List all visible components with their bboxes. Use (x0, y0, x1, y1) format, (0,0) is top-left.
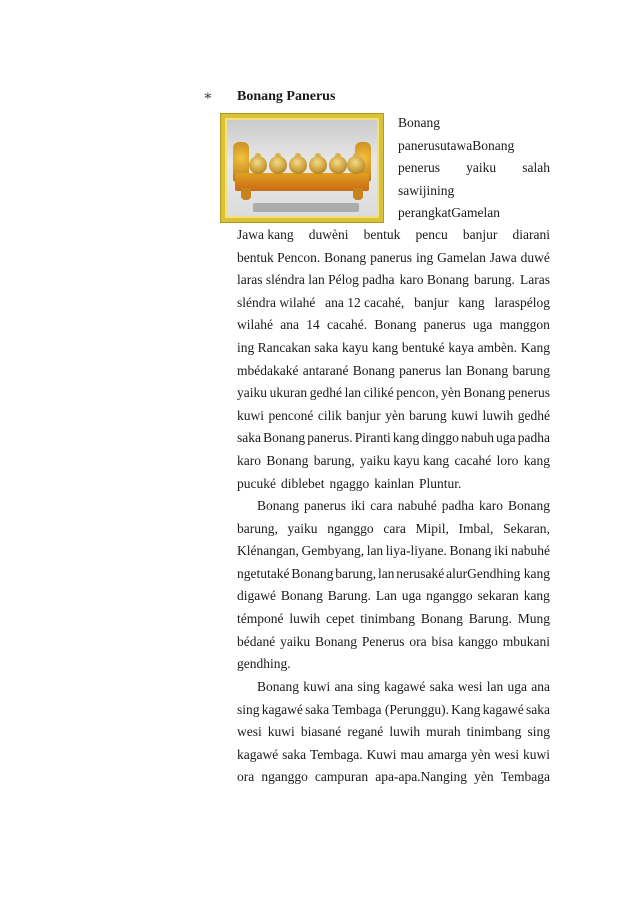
word: regané (347, 724, 384, 740)
word: mbukani (502, 633, 550, 649)
word: yaiku (280, 633, 311, 649)
text-line (237, 271, 550, 294)
word: Jawa (489, 249, 517, 265)
paragraph-1 (237, 226, 550, 497)
word: Kuwi (366, 746, 397, 762)
word: ing Rancakan saka (237, 339, 339, 355)
word: Bonang (324, 249, 367, 265)
word: antarané (302, 362, 349, 378)
word: lan (377, 565, 395, 581)
text-line (237, 316, 550, 339)
word: 14 (306, 317, 320, 333)
word: cepet (325, 610, 355, 626)
word: penconé (268, 407, 314, 423)
word: Piranti (354, 430, 391, 446)
word: wesi (457, 679, 483, 694)
word: Bonang (266, 452, 309, 468)
word: Laras (520, 272, 550, 288)
word: tinimbang (360, 610, 416, 626)
text-line (237, 723, 550, 746)
word: pucuké (237, 475, 276, 491)
word: lan (344, 385, 362, 401)
frame-leg (353, 188, 363, 200)
word: gendhing. (237, 656, 291, 672)
word: kuwi (267, 724, 295, 740)
text-line (237, 339, 550, 362)
word: kagawé (482, 701, 524, 717)
text-line (237, 678, 550, 701)
word: barung. (474, 272, 515, 288)
word: penerus (398, 160, 440, 175)
word: Kang (520, 339, 550, 355)
word: Gembyang, (301, 543, 365, 559)
word: manggon (499, 317, 550, 333)
word: pencon, (396, 385, 439, 401)
word: alurGendhing kang (446, 565, 550, 581)
word: barung, (313, 452, 355, 468)
word: kagawé (237, 746, 279, 762)
word: yèn (474, 769, 494, 785)
word: ana 12 cacahé, (325, 294, 405, 310)
word: penerus (507, 385, 550, 401)
word: sing (237, 701, 260, 717)
word: Barung. (468, 610, 512, 626)
image-caption-watermark (253, 203, 359, 212)
word: kang (458, 294, 485, 310)
text-line (237, 362, 550, 385)
word: cara (370, 498, 393, 513)
word: Imbal, (458, 520, 494, 536)
word: ukuran (269, 385, 308, 401)
word: uga (401, 588, 422, 604)
word: Pluntur. (418, 475, 462, 491)
word: ing (415, 249, 434, 265)
word: ciliké (363, 385, 394, 401)
word: banjur (462, 227, 498, 242)
word: dinggo (421, 430, 459, 446)
word: iki (350, 498, 366, 513)
word: sekaran (477, 588, 519, 604)
word: campuran (314, 769, 369, 785)
word: apa-apa.Nanging (375, 769, 468, 785)
text-line (237, 384, 550, 407)
word: uga (496, 430, 516, 446)
word: Mipil, (415, 520, 449, 536)
word: kainlan (374, 475, 414, 491)
word: wesi (237, 724, 262, 740)
word: kuwi (237, 407, 264, 423)
section-heading: Bonang Panerus (237, 89, 336, 104)
word: sing (357, 679, 380, 694)
word: murah (426, 724, 461, 740)
word: padha (517, 430, 550, 446)
text-line (237, 497, 550, 520)
word: sléndra wilahé (237, 294, 316, 310)
word: kayu (341, 339, 369, 355)
word: Sekaran, (503, 520, 550, 536)
pencon-pot (249, 156, 267, 174)
word: padha (441, 498, 474, 513)
word: karo (478, 498, 503, 513)
word: Tembaga. (310, 746, 363, 762)
word: saka Tembaga (Perunggu). (305, 701, 449, 717)
word: saka (525, 701, 550, 717)
side-text-line: perangkatGamelan (398, 205, 500, 220)
word: lan (366, 543, 384, 559)
word: luwih (482, 407, 514, 423)
word: bisa (431, 633, 454, 649)
word: panerus. (307, 430, 353, 446)
word: nganggo (327, 520, 374, 536)
word: duwèni (308, 227, 349, 242)
word: ngaggo (329, 475, 370, 491)
word: yèn (385, 407, 405, 423)
word: barung, (237, 520, 278, 536)
word: kang (523, 452, 550, 468)
bonang-panerus-image (221, 114, 383, 222)
word: diblebet (280, 475, 325, 491)
word: tinimbang (466, 724, 522, 740)
word: amarga (427, 746, 468, 762)
text-line (237, 655, 550, 678)
word: yaiku kayu kang (359, 452, 450, 468)
word: Bonang (374, 317, 417, 333)
text-line (237, 610, 550, 633)
word: karo (237, 452, 261, 468)
text-line (237, 746, 550, 769)
text-line (237, 294, 550, 317)
word: banjur (346, 407, 381, 423)
word: uga (472, 317, 493, 333)
text-line (237, 542, 550, 565)
word: lan (445, 362, 462, 378)
word: Lan (375, 588, 397, 604)
word: Bonang (257, 498, 299, 513)
word: kuwi (303, 679, 331, 694)
paragraph-2 (237, 497, 550, 678)
word: ana (334, 679, 354, 694)
text-line (237, 701, 550, 724)
text-line (237, 565, 550, 588)
word: cilik (317, 407, 342, 423)
word: Gamelan (437, 249, 486, 265)
word: Bonang (463, 385, 506, 401)
word: wilahé (237, 317, 273, 333)
word: yèn (470, 746, 491, 762)
word: kagawé (384, 679, 426, 694)
word: Bonang (257, 679, 299, 694)
side-text-line: Bonang (398, 115, 440, 130)
frame-leg (241, 188, 251, 200)
word: kanggo (458, 633, 498, 649)
word: yaiku (466, 160, 497, 175)
word: Barung. (327, 588, 371, 604)
word: banjur (414, 294, 449, 310)
word: Tembaga (500, 769, 550, 785)
word: uga (507, 679, 527, 694)
word: panerus (370, 249, 413, 265)
word: luwih (289, 610, 321, 626)
word: nganggo (426, 588, 473, 604)
word: duwé (520, 249, 550, 265)
word: cara (383, 520, 406, 536)
word: kaya (448, 339, 474, 355)
text-line (237, 768, 550, 791)
word: lan (486, 679, 504, 694)
word: laraspélog (494, 294, 550, 310)
word: Jawa kang (237, 227, 294, 242)
side-text-line (398, 159, 550, 177)
word: iki (494, 543, 509, 559)
pencon-pot (309, 156, 327, 174)
word: bentuk (363, 227, 401, 242)
word: biasané (300, 724, 342, 740)
word: Bonang (466, 362, 509, 378)
word: liya-liyane. (385, 543, 447, 559)
word: témponé (237, 610, 284, 626)
word: ana (280, 317, 299, 333)
text-line (237, 452, 550, 475)
word: karo Bonang (399, 272, 469, 288)
word: Bonang (263, 430, 306, 446)
word: kang (523, 588, 550, 604)
word: Bonang (352, 362, 395, 378)
word: panerus (399, 362, 442, 378)
pencon-pot (289, 156, 307, 174)
word: kuwi (523, 746, 550, 762)
word: gedhé (517, 407, 550, 423)
word: kang (392, 430, 420, 446)
gamelan-illustration (225, 118, 379, 218)
word: cacahé. (327, 317, 368, 333)
word: nganggo (261, 769, 308, 785)
word: ora (409, 633, 427, 649)
word: yèn (441, 385, 461, 401)
word: mbédakaké (237, 362, 299, 378)
word: diarani (512, 227, 550, 242)
word: saka (282, 746, 307, 762)
word: Bonang (314, 633, 357, 649)
word: bédané (237, 633, 276, 649)
rancakan-frame (235, 173, 369, 191)
word: kuwi (451, 407, 479, 423)
text-line (237, 587, 550, 610)
pencon-pot (269, 156, 287, 174)
text-line (237, 633, 550, 656)
word: Kang (451, 701, 481, 717)
word: kang (371, 339, 399, 355)
word: luwih (389, 724, 421, 740)
word: barung (409, 407, 447, 423)
text-line (237, 429, 550, 452)
text-line (237, 407, 550, 430)
word: gedhé (309, 385, 342, 401)
word: ora (237, 769, 255, 785)
text-line (237, 249, 550, 272)
word: Bonang (507, 498, 550, 513)
word: saka (237, 430, 261, 446)
word: Bonang (449, 543, 492, 559)
side-text-line: sawijining (398, 183, 455, 198)
pencon-pot (329, 156, 347, 174)
paragraph-3 (237, 678, 550, 791)
word: nabuh (460, 430, 494, 446)
word: digawé (237, 588, 276, 604)
word: yaiku (287, 520, 318, 536)
word: Bonang (280, 588, 323, 604)
word: cacahé (454, 452, 492, 468)
pencon-pot (347, 156, 365, 174)
word: nerusaké (396, 565, 445, 581)
word: panerus (304, 498, 346, 513)
text-line (237, 475, 550, 498)
word: kagawé (261, 701, 303, 717)
word: nabuhé (511, 543, 550, 559)
word: ana (531, 679, 550, 694)
word: loro (496, 452, 519, 468)
word: bentuké (401, 339, 445, 355)
text-line (237, 520, 550, 543)
word: Bonang (420, 610, 463, 626)
word: ambèn. (477, 339, 517, 355)
word: Mung (517, 610, 550, 626)
word: Penerus (361, 633, 405, 649)
word: yaiku (237, 385, 267, 401)
word: mau (400, 746, 424, 762)
word: wesi (494, 746, 520, 762)
word: laras sléndra lan Pélog padha (237, 272, 395, 288)
word: saka (429, 679, 454, 694)
word: Klénangan, (237, 543, 299, 559)
word: ngetutaké (237, 565, 290, 581)
side-text-line: panerusutawaBonang (398, 138, 515, 153)
word: nabuhé (397, 498, 437, 513)
word: sing (527, 724, 550, 740)
word: panerus (423, 317, 466, 333)
word: bentuk Pencon. (237, 249, 321, 265)
word: pencu (415, 227, 448, 242)
word: barung, (335, 565, 377, 581)
text-line (237, 226, 550, 249)
word: Bonang (291, 565, 334, 581)
word: salah (522, 160, 550, 175)
word: barung (512, 362, 550, 378)
bullet-icon: ∗ (203, 89, 213, 104)
